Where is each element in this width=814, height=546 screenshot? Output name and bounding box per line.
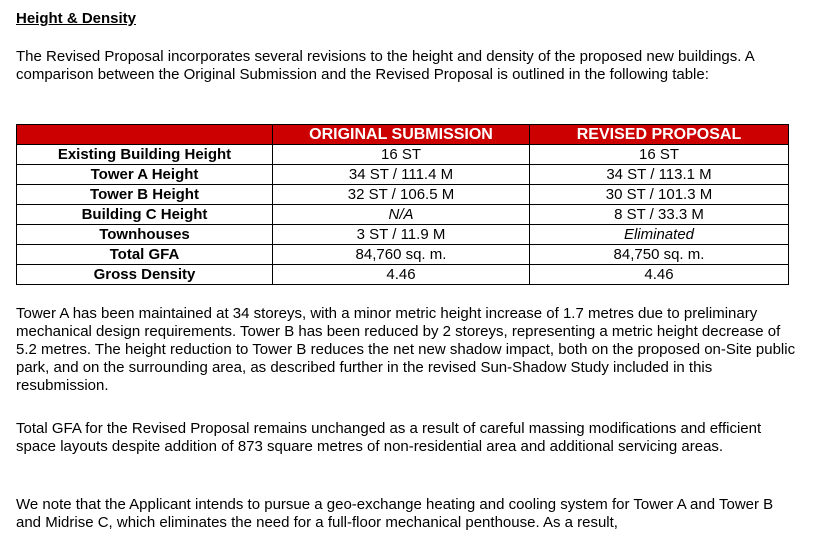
original-value: 4.46 — [273, 265, 530, 285]
row-label: Gross Density — [17, 265, 273, 285]
table-row — [17, 265, 789, 285]
geo-exchange-paragraph: We note that the Applicant intends to pursue a geo-exchange heating and cooling system for Tower A and Tower B and Midrise C, which eliminates the need for a full-floor mechanical penthouse. As a result, — [16, 496, 774, 531]
header-revised-proposal: REVISED PROPOSAL — [530, 125, 789, 145]
original-value: 16 ST — [273, 145, 530, 165]
original-value: 84,760 sq. m. — [273, 245, 530, 265]
row-label: Building C Height — [17, 205, 273, 225]
table-row — [17, 165, 789, 185]
revised-value: 8 ST / 33.3 M — [530, 205, 789, 225]
original-value: 34 ST / 111.4 M — [273, 165, 530, 185]
table-row — [17, 245, 789, 265]
header-original-submission: ORIGINAL SUBMISSION — [273, 125, 530, 145]
table-header-row — [17, 125, 789, 145]
gfa-paragraph: Total GFA for the Revised Proposal remains unchanged as a result of careful massing modifications and efficient space layouts despite addition of 873 square metres of non-residential area and additional servicing areas. — [16, 420, 762, 455]
table-row — [17, 185, 789, 205]
row-label: Existing Building Height — [17, 145, 273, 165]
revised-value: 84,750 sq. m. — [530, 245, 789, 265]
row-label: Total GFA — [17, 245, 273, 265]
table-row — [17, 225, 789, 245]
comparison-table — [16, 124, 789, 285]
intro-paragraph: The Revised Proposal incorporates several revisions to the height and density of the proposed new buildings. A comparison between the Original Submission and the Revised Proposal is outlined in the following table: — [16, 48, 754, 83]
header-empty-cell — [17, 125, 273, 145]
table-row — [17, 145, 789, 165]
row-label: Townhouses — [17, 225, 273, 245]
revised-value: 34 ST / 113.1 M — [530, 165, 789, 185]
revised-value: Eliminated — [530, 225, 789, 245]
original-value: 3 ST / 11.9 M — [273, 225, 530, 245]
original-value: N/A — [273, 205, 530, 225]
revised-value: 16 ST — [530, 145, 789, 165]
row-label: Tower B Height — [17, 185, 273, 205]
revised-value: 4.46 — [530, 265, 789, 285]
revised-value: 30 ST / 101.3 M — [530, 185, 789, 205]
original-value: 32 ST / 106.5 M — [273, 185, 530, 205]
row-label: Tower A Height — [17, 165, 273, 185]
section-heading: Height & Density — [16, 10, 137, 27]
tower-height-paragraph: Tower A has been maintained at 34 storeys, with a minor metric height increase of 1.7 metres due to preliminary mechanical design requirements. Tower B has been reduced by 2 storeys, representing a metric height decrease of 5.2 metres. The height reduction to Tower B reduces the net new shadow impact, both on the proposed on-Site public park, and on the surrounding area, as described further in the revised Sun-Shadow Study included in this resubmission. — [16, 305, 796, 394]
table-row — [17, 205, 789, 225]
